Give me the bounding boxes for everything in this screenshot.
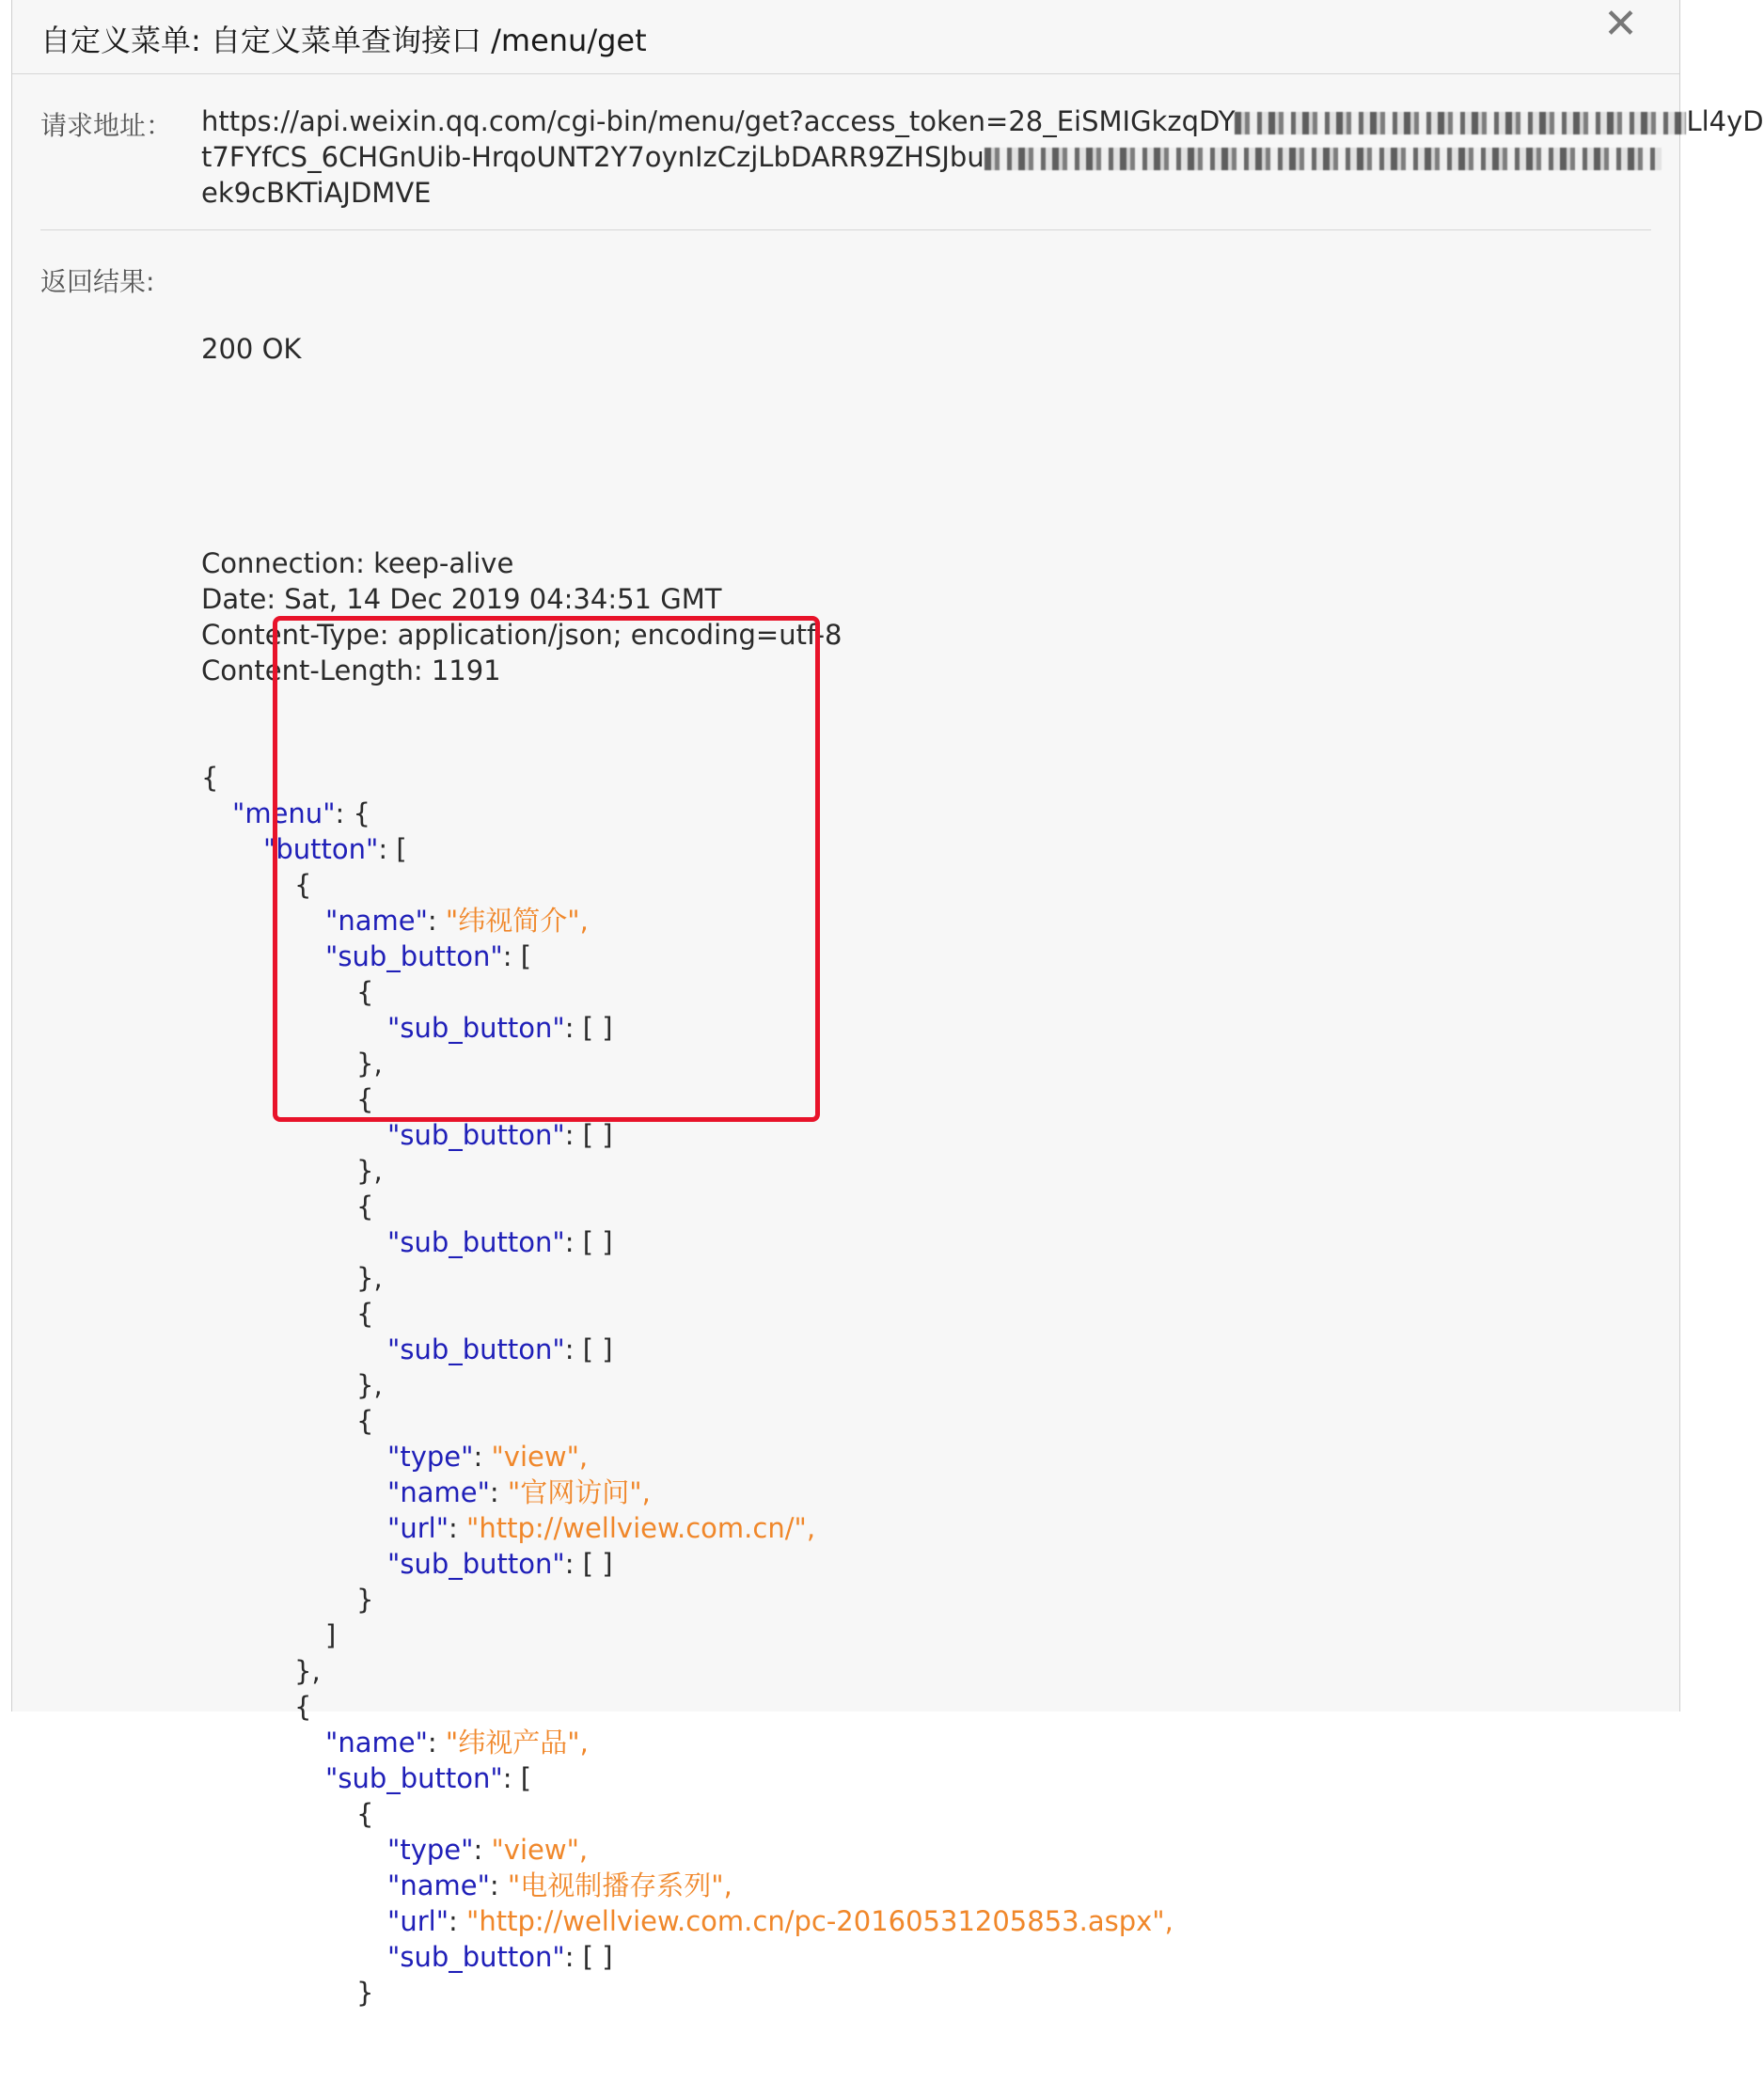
response-label: 返回结果: — [40, 266, 155, 297]
json-key: "name" — [325, 905, 428, 937]
json-line — [201, 1439, 1173, 1475]
json-line — [201, 1403, 1173, 1439]
json-key: "name" — [325, 1727, 428, 1759]
json-line — [201, 1617, 1173, 1653]
request-url-label: 请求地址： — [40, 110, 173, 141]
json-line — [201, 1224, 1173, 1260]
redacted-token — [984, 148, 1662, 170]
json-line — [201, 1153, 1173, 1189]
response-json — [201, 760, 1173, 2011]
json-line — [201, 1939, 1173, 1975]
request-url-line-1: https://api.weixin.qq.com/cgi-bin/menu/get?access_token=28_EiSMIGkzqDY Ll4yD — [201, 105, 1764, 137]
json-key: "sub_button" — [387, 1012, 565, 1044]
response-headers — [201, 545, 1173, 688]
json-key: "sub_button" — [387, 1119, 565, 1151]
json-string: "电视制播存系列", — [507, 1869, 732, 1901]
dialog-header — [12, 0, 1679, 74]
json-line — [201, 1081, 1173, 1117]
json-line — [201, 1510, 1173, 1546]
json-punct: : [ ] — [564, 1012, 613, 1044]
json-line — [201, 1975, 1173, 2011]
json-key: "name" — [387, 1869, 490, 1901]
dialog-title: 自定义菜单: 自定义菜单查询接口 /menu/get — [40, 23, 647, 58]
json-line — [201, 1296, 1173, 1332]
json-punct: { — [294, 1691, 312, 1723]
json-string: "http://wellview.com.cn/", — [466, 1512, 816, 1544]
json-line — [201, 974, 1173, 1010]
json-punct: : [ ] — [564, 1548, 613, 1580]
json-line — [201, 938, 1173, 974]
response-header-line: Content-Length: 1191 — [201, 655, 501, 686]
blank-line — [201, 438, 1173, 474]
json-punct: ] — [325, 1619, 337, 1651]
close-icon[interactable]: ✕ — [1603, 0, 1638, 48]
json-key: "type" — [387, 1834, 474, 1866]
json-punct: : [ — [502, 1762, 532, 1794]
json-punct: { — [356, 1083, 374, 1115]
json-line — [201, 1546, 1173, 1582]
json-line — [201, 1117, 1173, 1153]
response-body — [201, 260, 1173, 2082]
json-punct: : — [449, 1905, 467, 1937]
request-url-line-2: t7FYfCS_6CHGnUib-HrqoUNT2Y7oynIzCzjLbDARR9ZHSJbu — [201, 139, 1668, 175]
json-line — [201, 867, 1173, 903]
json-key: "url" — [387, 1512, 449, 1544]
json-key: "sub_button" — [325, 1762, 503, 1794]
section-divider — [40, 229, 1651, 230]
json-line — [201, 796, 1173, 831]
response-status: 200 OK — [201, 333, 302, 365]
json-line — [201, 1367, 1173, 1403]
json-punct: } — [356, 1977, 374, 2009]
json-line — [201, 1689, 1173, 1725]
json-punct: { — [201, 762, 219, 794]
json-punct: : [ ] — [564, 1333, 613, 1365]
response-header-line: Date: Sat, 14 Dec 2019 04:34:51 GMT — [201, 583, 722, 615]
json-line — [201, 1475, 1173, 1510]
json-punct: }, — [294, 1655, 321, 1687]
json-string: "纬视产品", — [445, 1727, 589, 1759]
json-string: "纬视简介", — [445, 905, 589, 937]
request-url-line-3: ek9cBKTiAJDMVE — [201, 177, 432, 209]
json-punct: }, — [356, 1262, 383, 1294]
json-line — [201, 1010, 1173, 1046]
json-punct: { — [294, 869, 312, 901]
json-punct: : [ — [502, 940, 532, 972]
json-line — [201, 1260, 1173, 1296]
json-punct: }, — [356, 1048, 383, 1080]
json-punct: : — [473, 1834, 492, 1866]
json-punct: : — [473, 1441, 492, 1473]
response-header-line: Connection: keep-alive — [201, 547, 514, 579]
json-line — [201, 1903, 1173, 1939]
json-line — [201, 1725, 1173, 1760]
json-key: "sub_button" — [387, 1333, 565, 1365]
json-line — [201, 1796, 1173, 1832]
json-punct: : [ — [378, 833, 407, 865]
json-key: "sub_button" — [325, 940, 503, 972]
json-punct: }, — [356, 1155, 383, 1187]
json-string: "view", — [491, 1441, 589, 1473]
json-line — [201, 1189, 1173, 1224]
json-punct: : [ ] — [564, 1941, 613, 1973]
json-line — [201, 903, 1173, 938]
json-key: "sub_button" — [387, 1548, 565, 1580]
json-punct: { — [356, 976, 374, 1008]
json-punct: : — [489, 1476, 508, 1508]
json-punct: : — [427, 905, 446, 937]
json-punct: } — [356, 1584, 374, 1616]
json-punct: : [ ] — [564, 1226, 613, 1258]
json-punct: : [ ] — [564, 1119, 613, 1151]
json-line — [201, 760, 1173, 796]
json-punct: : — [427, 1727, 446, 1759]
json-key: "menu" — [232, 797, 336, 829]
json-key: "type" — [387, 1441, 474, 1473]
json-line — [201, 1832, 1173, 1868]
response-header-line: Content-Type: application/json; encoding=utf-8 — [201, 619, 843, 651]
json-key: "sub_button" — [387, 1941, 565, 1973]
json-punct: : — [489, 1869, 508, 1901]
json-punct: : { — [335, 797, 370, 829]
json-key: "sub_button" — [387, 1226, 565, 1258]
json-line — [201, 1332, 1173, 1367]
api-debug-dialog — [11, 0, 1764, 2009]
json-punct: : — [449, 1512, 467, 1544]
json-key: "button" — [263, 833, 379, 865]
json-line — [201, 1868, 1173, 1903]
redacted-token — [1235, 112, 1686, 134]
json-line — [201, 1046, 1173, 1081]
json-line — [201, 1582, 1173, 1617]
json-key: "url" — [387, 1905, 449, 1937]
json-punct: { — [356, 1298, 374, 1330]
json-string: "官网访问", — [507, 1476, 651, 1508]
json-line — [201, 1653, 1173, 1689]
request-url — [201, 103, 1764, 211]
json-punct: { — [356, 1191, 374, 1222]
json-key: "name" — [387, 1476, 490, 1508]
json-punct: { — [356, 1405, 374, 1437]
json-string: "view", — [491, 1834, 589, 1866]
json-punct: }, — [356, 1369, 383, 1401]
json-string: "http://wellview.com.cn/pc-20160531205853.aspx", — [466, 1905, 1173, 1937]
json-line — [201, 1760, 1173, 1796]
json-line — [201, 831, 1173, 867]
json-punct: { — [356, 1798, 374, 1830]
